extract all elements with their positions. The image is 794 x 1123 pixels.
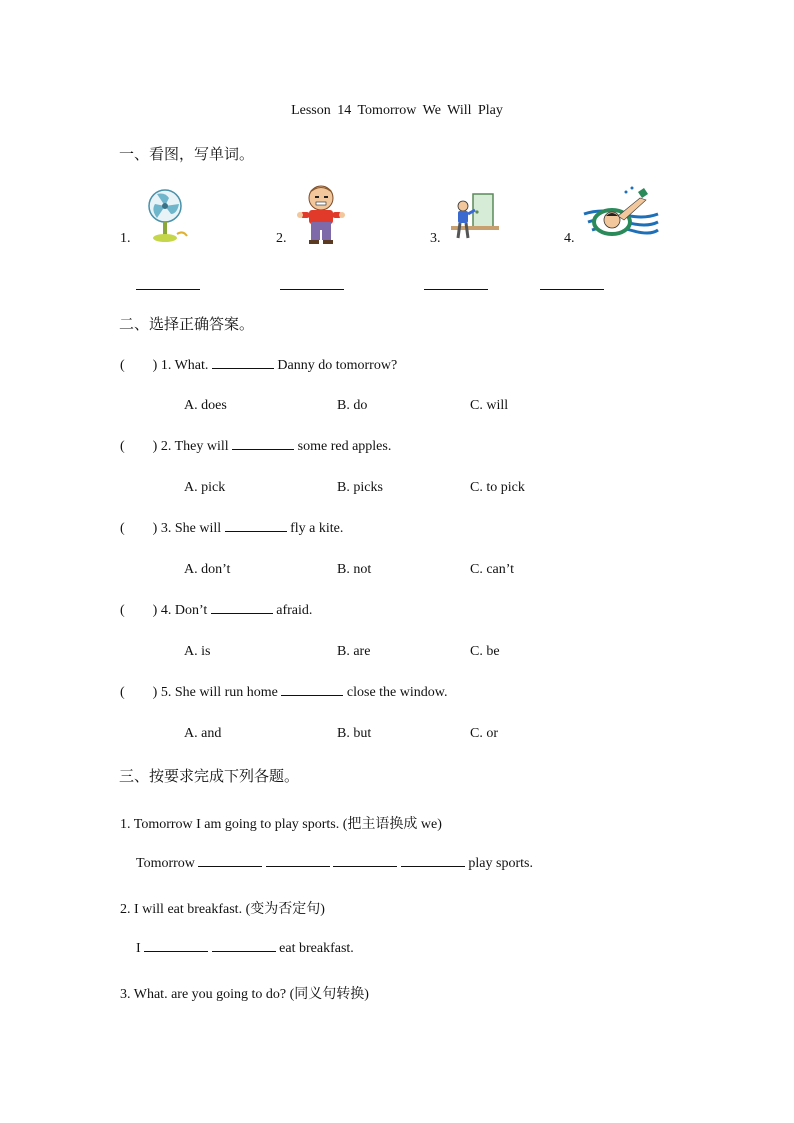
task-2-answer-start: I (136, 941, 141, 956)
task-2: 2. I will eat breakfast. (变为否定句) (120, 902, 325, 917)
question-4-suffix: afraid. (276, 603, 313, 618)
option-c[interactable]: C. to pick (470, 480, 525, 495)
question-1-prefix: ) 1. What. (152, 358, 209, 373)
task-2-blank-2[interactable] (212, 950, 276, 952)
electric-fan-icon (143, 186, 191, 244)
option-a[interactable]: A. and (184, 726, 222, 741)
task-1-answer-line (136, 856, 533, 872)
question-2-prefix: ) 2. They will (152, 439, 229, 454)
paren-open: ( (120, 439, 125, 454)
question-4-blank[interactable] (211, 612, 273, 614)
question-5 (120, 685, 447, 701)
question-1-blank[interactable] (212, 367, 274, 369)
option-b[interactable]: B. picks (337, 480, 383, 495)
swimmer-icon (582, 184, 660, 244)
task-1-blank-4[interactable] (401, 865, 465, 867)
task-2-blank-1[interactable] (144, 950, 208, 952)
picture-number-1: 1. (120, 231, 131, 246)
option-c[interactable]: C. will (470, 398, 509, 413)
option-c[interactable]: C. can’t (470, 562, 515, 577)
task-1-answer-start: Tomorrow (136, 856, 195, 871)
section1-heading: 一、看图，写单词。 (119, 145, 255, 163)
question-1 (120, 358, 397, 374)
task-1-blank-2[interactable] (266, 865, 330, 867)
question-4-prefix: ) 4. Don’t (152, 603, 208, 618)
task-1-blank-3[interactable] (333, 865, 397, 867)
paren-open: ( (120, 685, 125, 700)
question-3-prefix: ) 3. She will (152, 521, 222, 536)
question-3 (120, 521, 343, 537)
question-2-blank[interactable] (232, 448, 294, 450)
question-2-suffix: some red apples. (297, 439, 392, 454)
section3-heading: 三、按要求完成下列各题。 (119, 767, 300, 785)
task-1-blank-1[interactable] (198, 865, 262, 867)
option-b[interactable]: B. not (337, 562, 372, 577)
picture-number-4: 4. (564, 231, 575, 246)
page-title: Lesson 14 Tomorrow We Will Play (291, 103, 503, 118)
question-5-blank[interactable] (281, 694, 343, 696)
task-1-answer-end: play sports. (468, 856, 533, 871)
angry-boy-icon (296, 182, 346, 246)
paren-open: ( (120, 603, 125, 618)
option-c[interactable]: C. or (470, 726, 498, 741)
picture-number-3: 3. (430, 231, 441, 246)
question-1-suffix: Danny do tomorrow? (277, 358, 398, 373)
task-3: 3. What. are you going to do? (同义句转换) (120, 987, 369, 1002)
option-c[interactable]: C. be (470, 644, 500, 659)
paren-open: ( (120, 521, 125, 536)
picture-number-2: 2. (276, 231, 287, 246)
question-5-suffix: close the window. (346, 685, 448, 700)
option-b[interactable]: B. but (337, 726, 372, 741)
question-5-prefix: ) 5. She will run home (152, 685, 278, 700)
answer-blank-2[interactable] (280, 288, 344, 290)
option-b[interactable]: B. are (337, 644, 371, 659)
task-1: 1. Tomorrow I am going to play sports. (把主语换成 we) (120, 817, 442, 832)
question-3-suffix: fly a kite. (290, 521, 344, 536)
paren-open: ( (120, 358, 125, 373)
option-b[interactable]: B. do (337, 398, 368, 413)
option-a[interactable]: A. does (184, 398, 227, 413)
option-a[interactable]: A. don’t (184, 562, 231, 577)
option-a[interactable]: A. pick (184, 480, 226, 495)
task-2-answer-line (136, 941, 354, 957)
option-a[interactable]: A. is (184, 644, 211, 659)
boy-at-door-icon (449, 192, 501, 242)
answer-blank-3[interactable] (424, 288, 488, 290)
question-4 (120, 603, 312, 619)
question-3-blank[interactable] (225, 530, 287, 532)
section2-heading: 二、选择正确答案。 (119, 315, 255, 333)
question-2 (120, 439, 391, 455)
answer-blank-4[interactable] (540, 288, 604, 290)
answer-blank-1[interactable] (136, 288, 200, 290)
task-2-answer-end: eat breakfast. (279, 941, 354, 956)
